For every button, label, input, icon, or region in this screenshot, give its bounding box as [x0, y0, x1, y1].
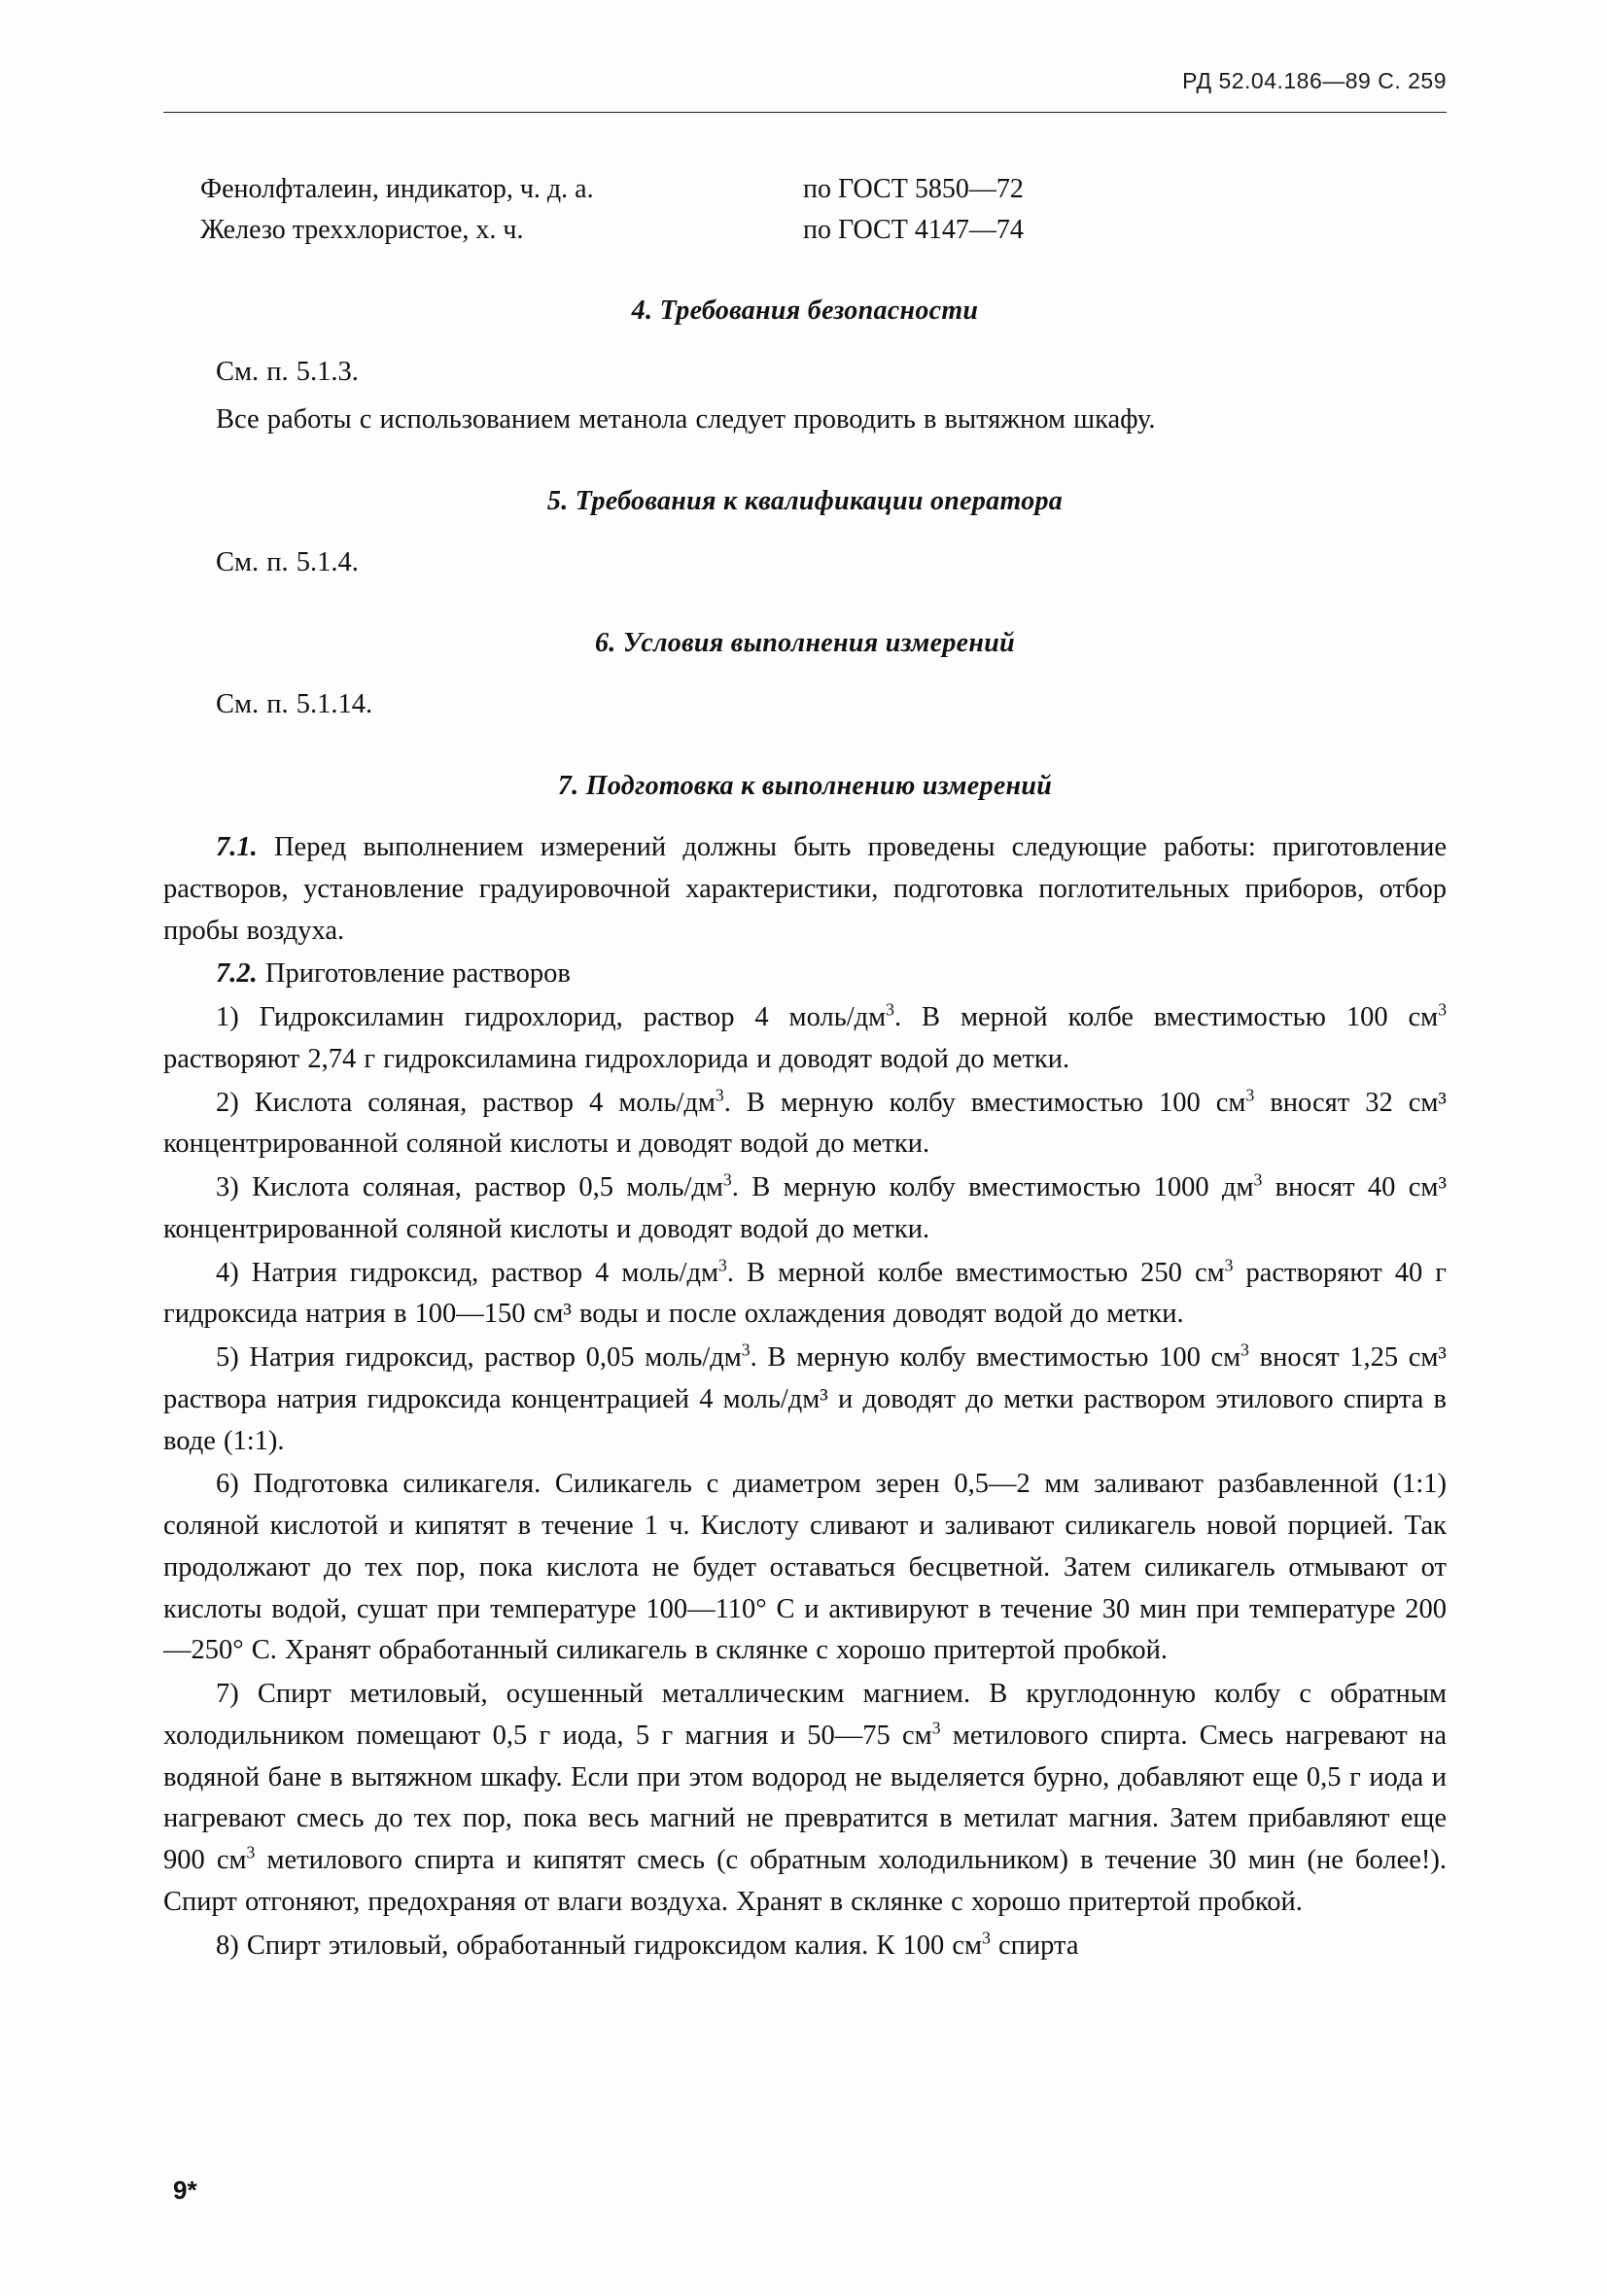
item-mid: . В мерную колбу вместимостью 100 см: [750, 1342, 1241, 1373]
clause-7-2-text: Приготовление растворов: [257, 958, 571, 990]
item-superscript: 3: [741, 1339, 751, 1360]
item-superscript: 3: [246, 1842, 256, 1862]
item-mid: метилового спирта. Смесь нагревают на водяной бане в вытяжном шкафу. Если при этом водород не выделяется бурно, добавляют еще 0,5 г иода и нагревают смесь до тех пор, пока весь магний не превратится в метилат магния. Затем прибавляют еще 900 см: [163, 1720, 1448, 1875]
clause-7-2: [163, 954, 1447, 995]
section-heading-5: 5. Требования к квалификации оператора: [546, 485, 1064, 516]
item-tail: растворяют 40 г гидроксида натрия в 100—150 см³ воды и после охлаждения доводят водой до метки.: [163, 1257, 1447, 1330]
section-5-ref: См. п. 5.1.4.: [216, 546, 359, 577]
page-content: [163, 68, 1447, 1968]
page-header: РД 52.04.186—89 С. 259: [1182, 68, 1447, 93]
item-mid: . В мерной колбе вместимостью 100 см: [893, 1002, 1439, 1032]
list-item: [163, 1083, 1447, 1166]
section-6-ref: См. п. 5.1.14.: [216, 689, 373, 720]
header-divider: [163, 112, 1447, 113]
item-mid: . В мерную колбу вместимостью 1000 дм: [731, 1172, 1254, 1202]
section-heading-7: 7. Подготовка к выполнению измерений: [557, 771, 1053, 801]
item-superscript: 3: [718, 1255, 727, 1274]
reagent-name: Железо треххлористое, х. ч.: [200, 215, 524, 245]
item-label: 4) Натрия гидроксид, раствор 4 моль/дм: [216, 1257, 718, 1288]
item-tail: растворяют 2,74 г гидроксиламина гидрохлорида и доводят водой до метки.: [163, 1043, 1070, 1074]
item-superscript: 3: [931, 1718, 941, 1738]
reagent-standard: по ГОСТ 4147—74: [803, 215, 1024, 245]
item-tail: вносят 1,25 см³ раствора натрия гидроксида концентрацией 4 моль/дм³ и доводят до метки раствором этилового спирта в воде (1:1).: [163, 1342, 1447, 1456]
reagent-name: Фенолфталеин, индикатор, ч. д. а.: [200, 174, 594, 204]
item-mid: спирта: [990, 1930, 1079, 1961]
clause-7-2-number: 7.2.: [216, 958, 258, 990]
section-4-ref: См. п. 5.1.3.: [216, 357, 359, 387]
item-tail: метилового спирта и кипятят смесь (с обратным холодильником) в течение 30 мин (не более!). Спирт отгоняют, предохраняя от влаги воздуха. Хранят в склянке с хорошо притертой пробкой.: [163, 1845, 1447, 1917]
list-item: [163, 1338, 1447, 1462]
item-label: 2) Кислота соляная, раствор 4 моль/дм: [216, 1087, 716, 1118]
item-label: 7) Спирт метиловый, осушенный металлическим магнием. В круглодонную колбу с обратным холодильником помещают 0,5 г иода, 5 г магния и 50—75 см: [163, 1679, 1447, 1751]
reagent-row: [200, 210, 1447, 251]
section-heading-6: 6. Условия выполнения измерений: [595, 628, 1015, 659]
item-superscript: 3: [1438, 999, 1448, 1020]
item-tail: вносят 40 см³ концентрированной соляной кислоты и доводят водой до метки.: [163, 1172, 1447, 1244]
section-4-text: Все работы с использованием метанола следует проводить в вытяжном шкафу.: [216, 403, 1156, 435]
list-item: [163, 1464, 1447, 1672]
item-label: 5) Натрия гидроксид, раствор 0,05 моль/дм: [216, 1342, 742, 1373]
list-item: [163, 1167, 1447, 1251]
reagent-standard: по ГОСТ 5850—72: [803, 174, 1024, 204]
item-label: 8) Спирт этиловый, обработанный гидроксидом калия. К 100 см: [216, 1930, 983, 1961]
item-label: 3) Кислота соляная, раствор 0,5 моль/дм: [216, 1172, 723, 1202]
list-item: [163, 1253, 1447, 1337]
item-superscript: 3: [1224, 1255, 1234, 1274]
item-label: 6) Подготовка силикагеля. Силикагель с диаметром зерен 0,5—2 мм заливают разбавленной (1:1) соляной кислотой и кипятят в течение 1 ч. Кислоту сливают и заливают силикагель новой порцией. Так продолжают до тех пор, пока кислота не будет оставаться бесцветной. Затем силикагель отмывают от кислоты водой, сушат при температуре 100—110° С и активируют в течение 30 мин при температуре 200—250° С. Хранят обработанный силикагель в склянке с хорошо притертой пробкой.: [163, 1469, 1447, 1666]
item-superscript: 3: [1245, 1085, 1255, 1104]
item-superscript: 3: [1253, 1169, 1263, 1190]
list-item: [163, 997, 1447, 1081]
item-superscript: 3: [982, 1928, 991, 1947]
clause-7-1: [163, 827, 1447, 952]
item-superscript: 3: [722, 1169, 732, 1190]
item-label: 1) Гидроксиламин гидрохлорид, раствор 4 моль/дм: [216, 1002, 887, 1032]
clause-7-1-number: 7.1.: [216, 832, 258, 862]
item-mid: . В мерной колбе вместимостью 250 см: [726, 1257, 1225, 1288]
section-heading-4: 4. Требования безопасности: [631, 296, 979, 326]
list-item: [163, 1674, 1447, 1924]
item-tail: вносят 32 см³ концентрированной соляной кислоты и доводят водой до метки.: [163, 1087, 1447, 1160]
page-folio: 9*: [173, 2175, 197, 2205]
item-superscript: 3: [715, 1085, 724, 1104]
item-mid: . В мерную колбу вместимостью 100 см: [723, 1087, 1246, 1118]
reagent-row: [200, 169, 1447, 210]
item-superscript: 3: [886, 999, 894, 1020]
item-superscript: 3: [1240, 1339, 1249, 1360]
clause-7-1-text: Перед выполнением измерений должны быть проведены следующие работы: приготовление растворов, установление градуировочной характеристики, подготовка поглотительных приборов, отбор пробы воздуха.: [163, 832, 1447, 946]
list-item: [163, 1926, 1447, 1967]
